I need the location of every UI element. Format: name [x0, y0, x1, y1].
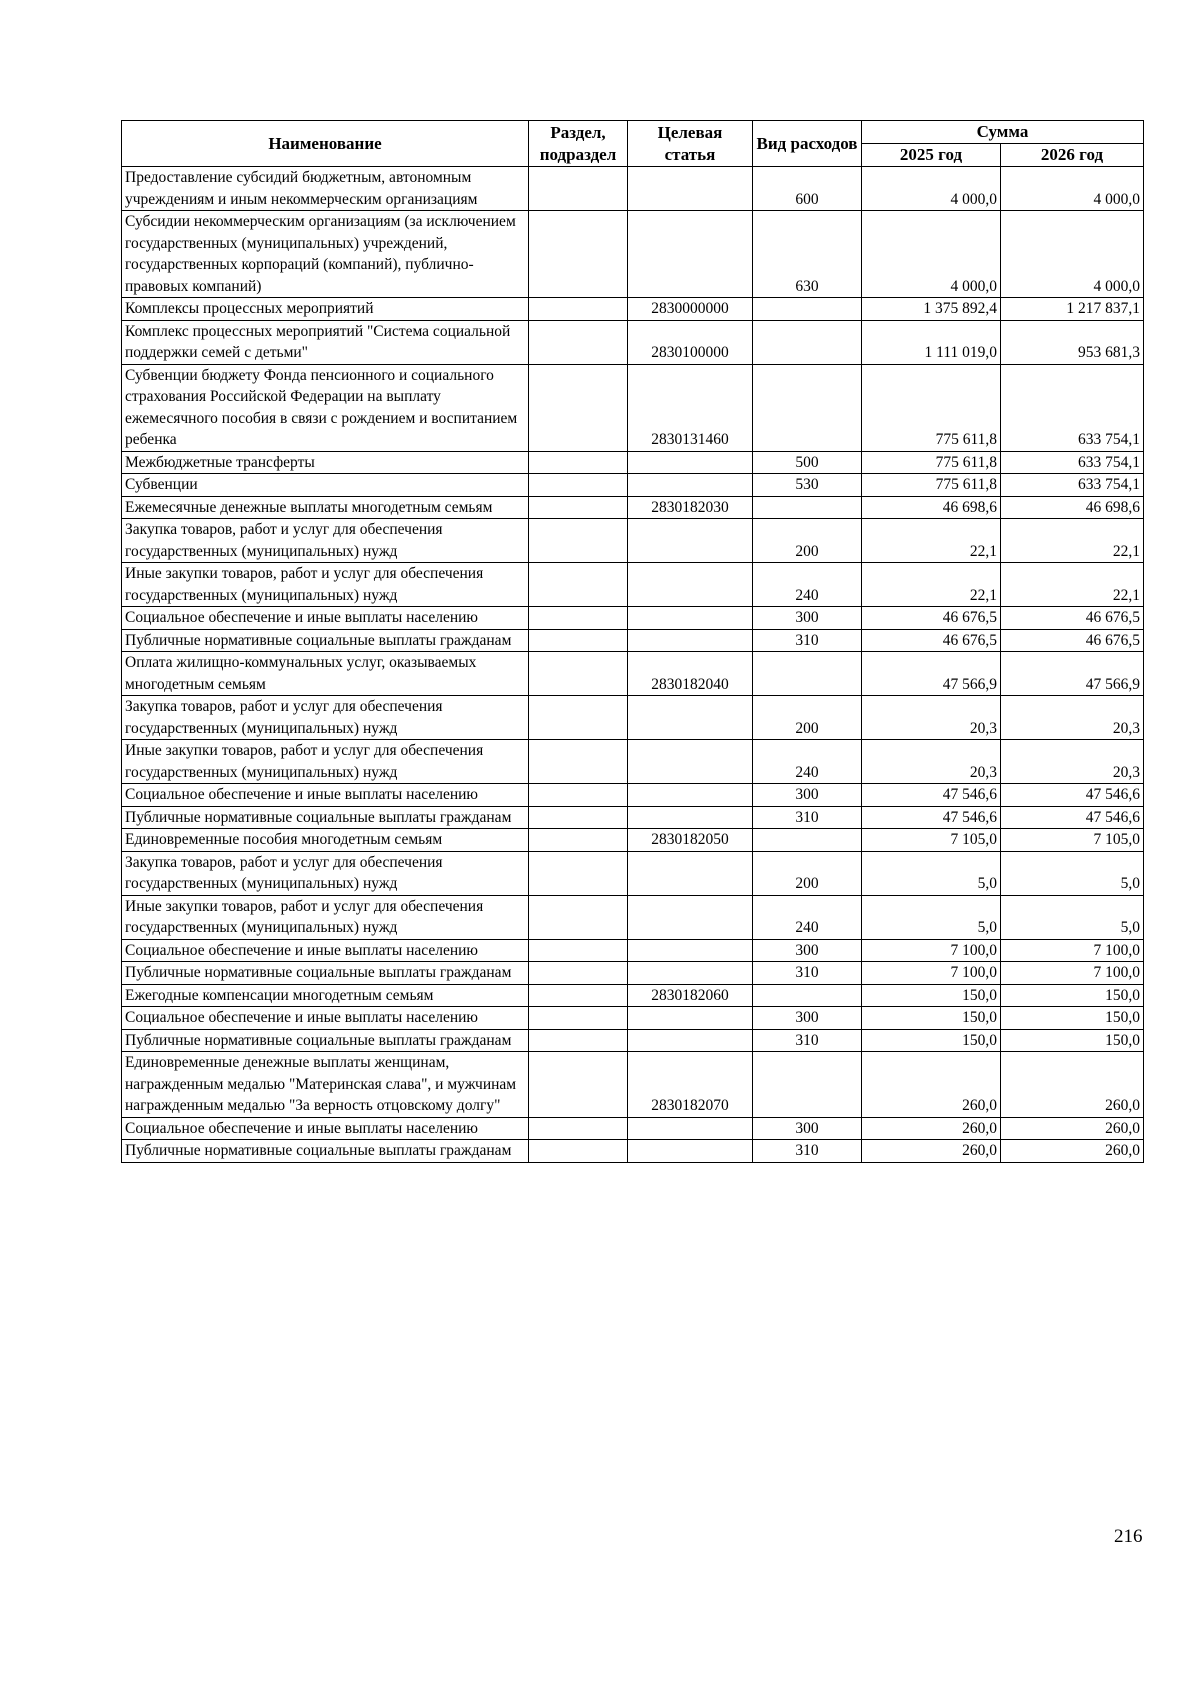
cell-expense-type	[753, 1052, 862, 1118]
cell-target	[628, 629, 753, 652]
cell-amount-2025: 260,0	[862, 1140, 1001, 1163]
cell-target	[628, 211, 753, 298]
cell-amount-2026: 953 681,3	[1001, 320, 1144, 364]
cell-section	[529, 939, 628, 962]
cell-amount-2025: 260,0	[862, 1117, 1001, 1140]
cell-amount-2025: 150,0	[862, 1007, 1001, 1030]
table-row	[122, 211, 1144, 298]
cell-expense-type	[753, 652, 862, 696]
cell-amount-2026: 633 754,1	[1001, 364, 1144, 451]
header-sum: Сумма	[862, 121, 1144, 144]
cell-name: Закупка товаров, работ и услуг для обеспечения государственных (муниципальных) нужд	[122, 851, 529, 895]
cell-amount-2026: 150,0	[1001, 1007, 1144, 1030]
cell-target: 2830100000	[628, 320, 753, 364]
cell-amount-2025: 1 111 019,0	[862, 320, 1001, 364]
cell-expense-type: 630	[753, 211, 862, 298]
cell-name: Ежемесячные денежные выплаты многодетным семьям	[122, 496, 529, 519]
cell-section	[529, 364, 628, 451]
table-row	[122, 784, 1144, 807]
table-row	[122, 962, 1144, 985]
header-target: Целевая статья	[628, 121, 753, 167]
cell-amount-2026: 22,1	[1001, 563, 1144, 607]
cell-name: Иные закупки товаров, работ и услуг для обеспечения государственных (муниципальных) нужд	[122, 895, 529, 939]
cell-amount-2026: 633 754,1	[1001, 474, 1144, 497]
cell-section	[529, 740, 628, 784]
cell-expense-type: 310	[753, 806, 862, 829]
cell-name: Иные закупки товаров, работ и услуг для обеспечения государственных (муниципальных) нужд	[122, 563, 529, 607]
cell-name: Публичные нормативные социальные выплаты гражданам	[122, 1140, 529, 1163]
cell-expense-type	[753, 496, 862, 519]
cell-target	[628, 806, 753, 829]
cell-amount-2026: 47 546,6	[1001, 806, 1144, 829]
table-row	[122, 474, 1144, 497]
table-row	[122, 829, 1144, 852]
table-row	[122, 851, 1144, 895]
cell-expense-type: 240	[753, 740, 862, 784]
table-row	[122, 320, 1144, 364]
cell-amount-2025: 22,1	[862, 519, 1001, 563]
cell-target	[628, 962, 753, 985]
cell-section	[529, 851, 628, 895]
cell-amount-2026: 22,1	[1001, 519, 1144, 563]
cell-target	[628, 784, 753, 807]
cell-amount-2026: 7 105,0	[1001, 829, 1144, 852]
table-row	[122, 1029, 1144, 1052]
cell-name: Субвенции бюджету Фонда пенсионного и социального страхования Российской Федерации на выплату ежемесячного пособия в связи с рождением и воспитанием ребенка	[122, 364, 529, 451]
cell-amount-2025: 260,0	[862, 1052, 1001, 1118]
cell-section	[529, 607, 628, 630]
cell-target	[628, 1029, 753, 1052]
cell-target	[628, 1007, 753, 1030]
cell-amount-2025: 5,0	[862, 895, 1001, 939]
cell-name: Ежегодные компенсации многодетным семьям	[122, 984, 529, 1007]
cell-name: Комплекс процессных мероприятий "Система социальной поддержки семей с детьми"	[122, 320, 529, 364]
table-row	[122, 696, 1144, 740]
cell-amount-2025: 4 000,0	[862, 167, 1001, 211]
cell-target: 2830182070	[628, 1052, 753, 1118]
cell-target: 2830131460	[628, 364, 753, 451]
cell-name: Единовременные денежные выплаты женщинам, награжденным медалью "Материнская слава", и мужчинам награжденным медалью "За верность отцовскому долгу"	[122, 1052, 529, 1118]
cell-expense-type: 240	[753, 895, 862, 939]
cell-amount-2025: 5,0	[862, 851, 1001, 895]
cell-amount-2026: 47 566,9	[1001, 652, 1144, 696]
cell-amount-2026: 7 100,0	[1001, 939, 1144, 962]
cell-target	[628, 1140, 753, 1163]
cell-section	[529, 1007, 628, 1030]
cell-amount-2025: 150,0	[862, 1029, 1001, 1052]
cell-section	[529, 1140, 628, 1163]
cell-amount-2025: 7 105,0	[862, 829, 1001, 852]
cell-amount-2025: 46 676,5	[862, 629, 1001, 652]
cell-amount-2026: 20,3	[1001, 740, 1144, 784]
cell-name: Комплексы процессных мероприятий	[122, 298, 529, 321]
cell-target	[628, 563, 753, 607]
cell-amount-2025: 775 611,8	[862, 451, 1001, 474]
cell-expense-type: 310	[753, 629, 862, 652]
cell-expense-type	[753, 829, 862, 852]
budget-table	[121, 120, 1144, 1163]
cell-amount-2026: 46 698,6	[1001, 496, 1144, 519]
cell-amount-2026: 1 217 837,1	[1001, 298, 1144, 321]
table-row	[122, 652, 1144, 696]
cell-section	[529, 829, 628, 852]
cell-expense-type: 530	[753, 474, 862, 497]
cell-section	[529, 320, 628, 364]
cell-name: Закупка товаров, работ и услуг для обеспечения государственных (муниципальных) нужд	[122, 519, 529, 563]
table-row	[122, 451, 1144, 474]
cell-target	[628, 939, 753, 962]
cell-amount-2025: 1 375 892,4	[862, 298, 1001, 321]
table-row	[122, 1007, 1144, 1030]
cell-target: 2830182060	[628, 984, 753, 1007]
cell-expense-type	[753, 320, 862, 364]
cell-amount-2025: 47 546,6	[862, 784, 1001, 807]
cell-section	[529, 784, 628, 807]
cell-target: 2830182040	[628, 652, 753, 696]
cell-amount-2026: 5,0	[1001, 895, 1144, 939]
cell-target: 2830182030	[628, 496, 753, 519]
table-row	[122, 1117, 1144, 1140]
cell-name: Оплата жилищно-коммунальных услуг, оказываемых многодетным семьям	[122, 652, 529, 696]
table-row	[122, 939, 1144, 962]
header-type: Вид расходов	[753, 121, 862, 167]
cell-section	[529, 519, 628, 563]
header-section: Раздел, подраздел	[529, 121, 628, 167]
cell-expense-type: 240	[753, 563, 862, 607]
cell-amount-2026: 4 000,0	[1001, 211, 1144, 298]
cell-amount-2026: 47 546,6	[1001, 784, 1144, 807]
cell-amount-2025: 775 611,8	[862, 474, 1001, 497]
cell-expense-type: 500	[753, 451, 862, 474]
cell-section	[529, 167, 628, 211]
cell-name: Социальное обеспечение и иные выплаты населению	[122, 1007, 529, 1030]
cell-expense-type: 300	[753, 784, 862, 807]
cell-expense-type: 200	[753, 519, 862, 563]
cell-section	[529, 1029, 628, 1052]
cell-amount-2025: 46 676,5	[862, 607, 1001, 630]
cell-amount-2025: 46 698,6	[862, 496, 1001, 519]
cell-target	[628, 519, 753, 563]
table-row	[122, 496, 1144, 519]
table-row	[122, 629, 1144, 652]
cell-expense-type: 200	[753, 696, 862, 740]
cell-expense-type	[753, 298, 862, 321]
cell-amount-2026: 20,3	[1001, 696, 1144, 740]
cell-target	[628, 851, 753, 895]
cell-amount-2026: 5,0	[1001, 851, 1144, 895]
cell-expense-type: 300	[753, 1007, 862, 1030]
cell-amount-2026: 150,0	[1001, 1029, 1144, 1052]
cell-expense-type: 310	[753, 1140, 862, 1163]
cell-expense-type: 310	[753, 1029, 862, 1052]
table-row	[122, 298, 1144, 321]
cell-expense-type: 300	[753, 1117, 862, 1140]
table-row	[122, 519, 1144, 563]
cell-amount-2026: 260,0	[1001, 1052, 1144, 1118]
cell-amount-2025: 47 546,6	[862, 806, 1001, 829]
cell-amount-2025: 20,3	[862, 696, 1001, 740]
cell-name: Социальное обеспечение и иные выплаты населению	[122, 784, 529, 807]
cell-amount-2025: 7 100,0	[862, 939, 1001, 962]
cell-expense-type: 600	[753, 167, 862, 211]
cell-amount-2026: 260,0	[1001, 1140, 1144, 1163]
cell-section	[529, 696, 628, 740]
cell-amount-2026: 633 754,1	[1001, 451, 1144, 474]
table-header	[122, 121, 1144, 167]
cell-name: Субсидии некоммерческим организациям (за исключением государственных (муниципальных) учреждений, государственных корпораций (компаний), публично-правовых компаний)	[122, 211, 529, 298]
cell-name: Социальное обеспечение и иные выплаты населению	[122, 1117, 529, 1140]
page-number: 216	[1114, 1526, 1143, 1547]
cell-amount-2025: 47 566,9	[862, 652, 1001, 696]
cell-name: Публичные нормативные социальные выплаты гражданам	[122, 1029, 529, 1052]
cell-amount-2025: 22,1	[862, 563, 1001, 607]
cell-section	[529, 563, 628, 607]
cell-amount-2026: 4 000,0	[1001, 167, 1144, 211]
cell-section	[529, 806, 628, 829]
cell-target	[628, 740, 753, 784]
cell-target	[628, 607, 753, 630]
cell-name: Публичные нормативные социальные выплаты гражданам	[122, 806, 529, 829]
cell-section	[529, 895, 628, 939]
cell-name: Публичные нормативные социальные выплаты гражданам	[122, 629, 529, 652]
table-row	[122, 364, 1144, 451]
cell-name: Единовременные пособия многодетным семьям	[122, 829, 529, 852]
cell-section	[529, 984, 628, 1007]
cell-section	[529, 496, 628, 519]
cell-target	[628, 1117, 753, 1140]
table-row	[122, 806, 1144, 829]
cell-section	[529, 298, 628, 321]
table-row	[122, 607, 1144, 630]
cell-expense-type: 300	[753, 607, 862, 630]
cell-name: Социальное обеспечение и иные выплаты населению	[122, 607, 529, 630]
cell-section	[529, 1117, 628, 1140]
cell-section	[529, 1052, 628, 1118]
cell-target	[628, 895, 753, 939]
table-row	[122, 563, 1144, 607]
cell-name: Иные закупки товаров, работ и услуг для обеспечения государственных (муниципальных) нужд	[122, 740, 529, 784]
cell-target: 2830000000	[628, 298, 753, 321]
cell-amount-2026: 260,0	[1001, 1117, 1144, 1140]
cell-amount-2026: 46 676,5	[1001, 629, 1144, 652]
cell-section	[529, 629, 628, 652]
table-body	[122, 167, 1144, 1163]
cell-name: Межбюджетные трансферты	[122, 451, 529, 474]
cell-section	[529, 451, 628, 474]
table-row	[122, 984, 1144, 1007]
table-row	[122, 1052, 1144, 1118]
cell-name: Социальное обеспечение и иные выплаты населению	[122, 939, 529, 962]
cell-expense-type: 300	[753, 939, 862, 962]
cell-section	[529, 652, 628, 696]
cell-amount-2026: 150,0	[1001, 984, 1144, 1007]
cell-expense-type: 310	[753, 962, 862, 985]
cell-name: Закупка товаров, работ и услуг для обеспечения государственных (муниципальных) нужд	[122, 696, 529, 740]
table-row	[122, 1140, 1144, 1163]
header-name: Наименование	[122, 121, 529, 167]
cell-expense-type: 200	[753, 851, 862, 895]
cell-target	[628, 451, 753, 474]
cell-amount-2026: 7 100,0	[1001, 962, 1144, 985]
cell-section	[529, 962, 628, 985]
cell-name: Предоставление субсидий бюджетным, автономным учреждениям и иным некоммерческим организациям	[122, 167, 529, 211]
cell-expense-type	[753, 984, 862, 1007]
cell-expense-type	[753, 364, 862, 451]
cell-target	[628, 167, 753, 211]
table-row	[122, 740, 1144, 784]
cell-amount-2026: 46 676,5	[1001, 607, 1144, 630]
header-year-2026: 2026 год	[1001, 144, 1144, 167]
table-row	[122, 895, 1144, 939]
cell-target	[628, 474, 753, 497]
cell-amount-2025: 4 000,0	[862, 211, 1001, 298]
header-year-2025: 2025 год	[862, 144, 1001, 167]
cell-amount-2025: 775 611,8	[862, 364, 1001, 451]
cell-target	[628, 696, 753, 740]
cell-name: Публичные нормативные социальные выплаты гражданам	[122, 962, 529, 985]
cell-amount-2025: 150,0	[862, 984, 1001, 1007]
cell-section	[529, 474, 628, 497]
cell-amount-2025: 7 100,0	[862, 962, 1001, 985]
cell-target: 2830182050	[628, 829, 753, 852]
cell-section	[529, 211, 628, 298]
table-row	[122, 167, 1144, 211]
cell-amount-2025: 20,3	[862, 740, 1001, 784]
cell-name: Субвенции	[122, 474, 529, 497]
